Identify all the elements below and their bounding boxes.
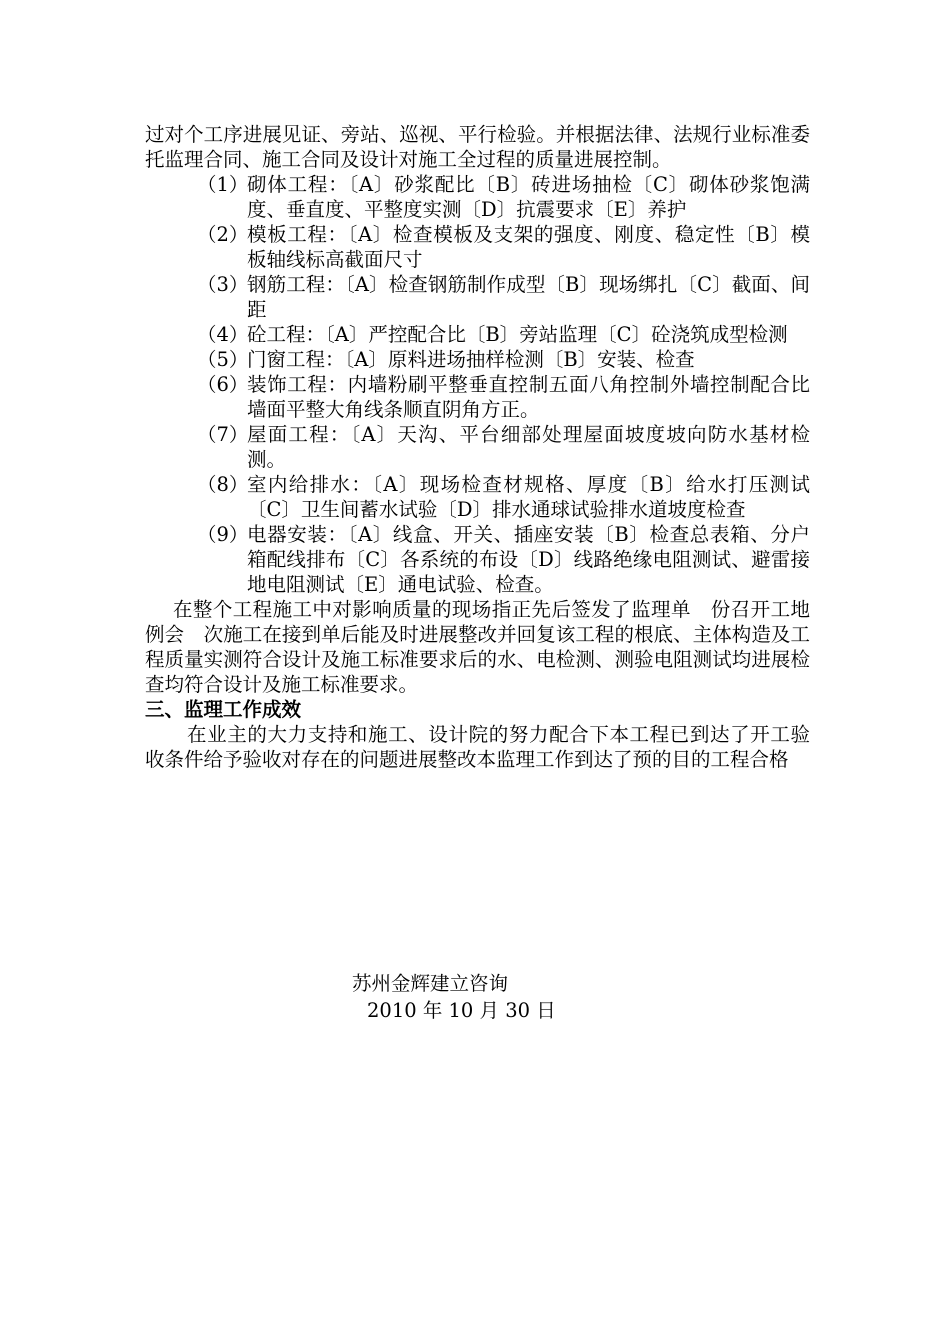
signature-block bbox=[352, 970, 556, 1024]
list-item bbox=[145, 322, 810, 347]
item-text: 屋面工程：〔A〕天沟、平台细部处理屋面坡度坡向防水基材检测。 bbox=[247, 423, 810, 471]
item-number: （9） bbox=[197, 523, 249, 546]
list-item bbox=[145, 422, 810, 472]
item-text: 砌体工程：〔A〕砂浆配比〔B〕砖进场抽检〔C〕砌体砂浆饱满度、垂直度、平整度实测〔D〕抗震要求〔E〕养护 bbox=[247, 173, 810, 221]
item-text: 装饰工程：内墙粉刷平整垂直控制五面八角控制外墙控制配合比墙面平整大角线条顺直阴角方正。 bbox=[247, 373, 810, 421]
item-text: 门窗工程：〔A〕原料进场抽样检测〔B〕安装、检查 bbox=[247, 348, 695, 371]
item-number: （4） bbox=[197, 323, 249, 346]
list-item bbox=[145, 522, 810, 597]
list-item bbox=[145, 172, 810, 222]
intro-paragraph: 过对个工序进展见证、旁站、巡视、平行检验。并根据法律、法规行业标准委托监理合同、施工合同及设计对施工全过程的质量进展控制。 bbox=[145, 123, 810, 171]
list-item bbox=[145, 472, 810, 522]
results-paragraph: 在业主的大力支持和施工、设计院的努力配合下本工程已到达了开工验收条件给予验收对存在的问题进展整改本监理工作到达了预的目的工程合格 bbox=[145, 723, 810, 771]
inspection-list bbox=[145, 172, 810, 597]
item-number: （3） bbox=[197, 273, 249, 296]
item-text: 砼工程：〔A〕严控配合比〔B〕旁站监理〔C〕砼浇筑成型检测 bbox=[247, 323, 788, 346]
list-item bbox=[145, 347, 810, 372]
item-text: 电器安装：〔A〕线盒、开关、插座安装〔B〕检查总表箱、分户箱配线排布〔C〕各系统的布设〔D〕线路绝缘电阻测试、避雷接地电阻测试〔E〕通电试验、检查。 bbox=[247, 523, 810, 596]
list-item bbox=[145, 222, 810, 272]
item-number: （5） bbox=[197, 348, 249, 371]
list-item bbox=[145, 272, 810, 322]
item-text: 模板工程：〔A〕检查模板及支架的强度、刚度、稳定性〔B〕模板轴线标高截面尺寸 bbox=[247, 223, 810, 271]
item-number: （7） bbox=[197, 423, 249, 446]
item-number: （2） bbox=[197, 223, 249, 246]
item-text: 室内给排水：〔A〕现场检查材规格、厚度〔B〕给水打压测试〔C〕卫生间蓄水试验〔D〕排水通球试验排水道坡度检查 bbox=[247, 473, 810, 521]
summary-paragraph: 在整个工程施工中对影响质量的现场指正先后签发了监理单 份召开工地例会 次施工在接到单后能及时进展整改并回复该工程的根底、主体构造及工程质量实测符合设计及施工标准要求后的水、电检测、测验电阻测试均进展检查均符合设计及施工标准要求。 bbox=[145, 598, 810, 696]
item-number: （6） bbox=[197, 373, 249, 396]
document-body bbox=[145, 122, 810, 772]
item-text: 钢筋工程：〔A〕检查钢筋制作成型〔B〕现场绑扎〔C〕截面、间距 bbox=[247, 273, 810, 321]
item-number: （1） bbox=[197, 173, 249, 196]
section-heading: 三、监理工作成效 bbox=[145, 698, 302, 721]
item-number: （8） bbox=[197, 473, 249, 496]
company-name: 苏州金辉建立咨询 bbox=[352, 972, 509, 995]
signature-date: 2010 年 10 月 30 日 bbox=[367, 999, 556, 1022]
list-item bbox=[145, 372, 810, 422]
